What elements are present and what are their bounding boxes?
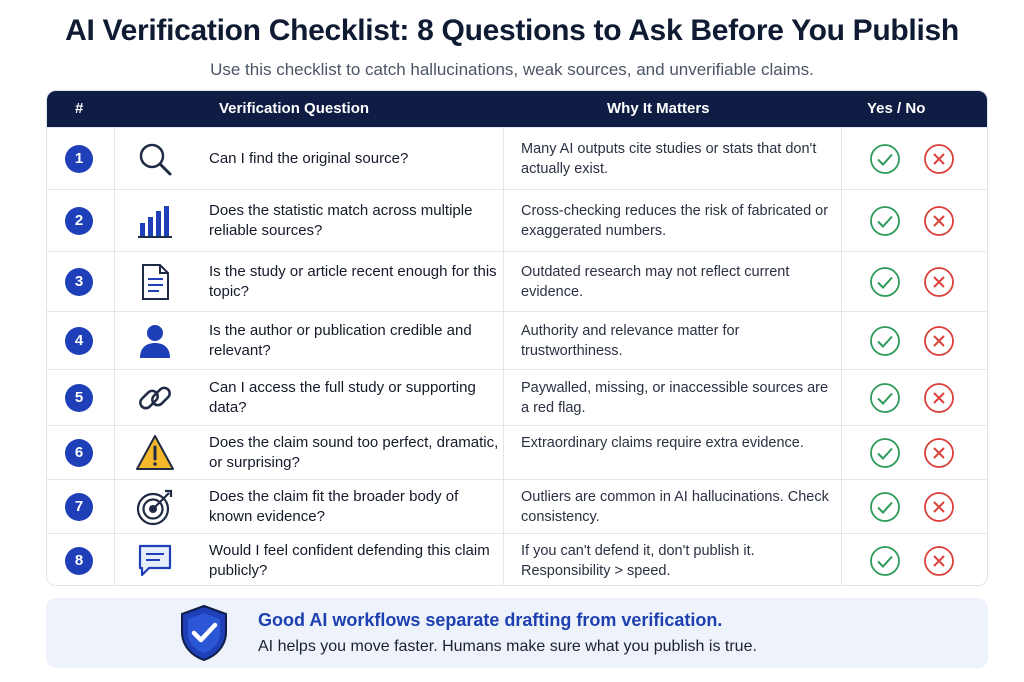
why-text: Cross-checking reduces the risk of fabricated or exaggerated numbers. — [521, 203, 829, 239]
why-text: Outliers are common in AI hallucinations. Check consistency. — [521, 489, 829, 525]
column-divider — [503, 128, 504, 189]
row-number-badge: 3 — [65, 268, 93, 296]
table-row — [47, 479, 988, 533]
num-cell — [47, 534, 115, 586]
row-number-badge: 5 — [65, 384, 93, 412]
question-text: Would I feel confident defending this claim publicly? — [209, 542, 490, 579]
table-row — [47, 251, 988, 311]
column-divider — [841, 312, 842, 369]
bar-chart-icon — [135, 201, 175, 241]
question-text: Does the statistic match across multiple reliable sources? — [209, 202, 473, 239]
why-text: Outdated research may not reflect current evidence. — [521, 264, 790, 300]
question-text: Can I find the original source? — [209, 150, 409, 167]
column-divider — [841, 370, 842, 425]
table-row — [47, 425, 988, 479]
why-text: Many AI outputs cite studies or stats that don't actually exist. — [521, 141, 817, 177]
column-divider — [841, 190, 842, 251]
no-x-button[interactable] — [923, 437, 955, 469]
yes-check-button[interactable] — [869, 325, 901, 357]
why-text: Authority and relevance matter for trustworthiness. — [521, 323, 740, 359]
header-yes-no: Yes / No — [867, 100, 926, 117]
yes-check-button[interactable] — [869, 205, 901, 237]
question-text: Can I access the full study or supporting data? — [209, 379, 476, 416]
magnifier-icon — [135, 139, 175, 179]
speech-bubble-icon — [135, 541, 175, 581]
warning-icon — [135, 433, 175, 473]
link-icon — [135, 378, 175, 418]
no-x-button[interactable] — [923, 545, 955, 577]
checklist-table — [46, 90, 988, 586]
table-row — [47, 533, 988, 586]
yes-check-button[interactable] — [869, 143, 901, 175]
row-number-badge: 4 — [65, 327, 93, 355]
yes-check-button[interactable] — [869, 266, 901, 298]
why-text: If you can't defend it, don't publish it. Responsibility > speed. — [521, 543, 755, 579]
yes-check-button[interactable] — [869, 491, 901, 523]
column-divider — [841, 128, 842, 189]
why-text: Paywalled, missing, or inaccessible sources are a red flag. — [521, 380, 829, 416]
row-number-badge: 2 — [65, 207, 93, 235]
header-why: Why It Matters — [607, 100, 710, 117]
num-cell — [47, 480, 115, 533]
table-row — [47, 189, 988, 251]
num-cell — [47, 128, 115, 189]
row-number-badge: 1 — [65, 145, 93, 173]
question-text: Is the study or article recent enough for this topic? — [209, 263, 497, 300]
document-icon — [135, 262, 175, 302]
why-text: Extraordinary claims require extra evidence. — [521, 435, 804, 451]
row-number-badge: 6 — [65, 439, 93, 467]
header-num: # — [75, 100, 84, 117]
column-divider — [503, 312, 504, 369]
question-text: Is the author or publication credible and relevant? — [209, 322, 472, 359]
no-x-button[interactable] — [923, 143, 955, 175]
num-cell — [47, 312, 115, 369]
num-cell — [47, 370, 115, 425]
yes-check-button[interactable] — [869, 545, 901, 577]
table-header — [47, 91, 988, 127]
target-icon — [135, 487, 175, 527]
row-number-badge: 7 — [65, 493, 93, 521]
yes-check-button[interactable] — [869, 382, 901, 414]
callout-heading: Good AI workflows separate drafting from verification. — [258, 610, 723, 630]
no-x-button[interactable] — [923, 325, 955, 357]
no-x-button[interactable] — [923, 382, 955, 414]
column-divider — [841, 426, 842, 479]
callout-box — [46, 598, 988, 668]
no-x-button[interactable] — [923, 266, 955, 298]
column-divider — [503, 426, 504, 479]
num-cell — [47, 252, 115, 311]
person-icon — [135, 321, 175, 361]
no-x-button[interactable] — [923, 491, 955, 523]
table-row — [47, 311, 988, 369]
column-divider — [503, 370, 504, 425]
table-row — [47, 369, 988, 425]
num-cell — [47, 426, 115, 479]
column-divider — [503, 252, 504, 311]
row-number-badge: 8 — [65, 547, 93, 575]
column-divider — [503, 480, 504, 533]
column-divider — [841, 252, 842, 311]
column-divider — [503, 534, 504, 586]
page-title: AI Verification Checklist: 8 Questions to Ask Before You Publish — [65, 14, 959, 47]
no-x-button[interactable] — [923, 205, 955, 237]
callout-body: AI helps you move faster. Humans make sure what you publish is true. — [258, 638, 757, 655]
page-subtitle: Use this checklist to catch hallucinations, weak sources, and unverifiable claims. — [210, 60, 814, 79]
question-text: Does the claim sound too perfect, dramatic, or surprising? — [209, 434, 499, 471]
shield-check-icon — [178, 604, 230, 662]
yes-check-button[interactable] — [869, 437, 901, 469]
column-divider — [841, 534, 842, 586]
header-question: Verification Question — [219, 100, 370, 117]
num-cell — [47, 190, 115, 251]
question-text: Does the claim fit the broader body of known evidence? — [209, 488, 459, 525]
table-row — [47, 127, 988, 189]
column-divider — [503, 190, 504, 251]
column-divider — [841, 480, 842, 533]
